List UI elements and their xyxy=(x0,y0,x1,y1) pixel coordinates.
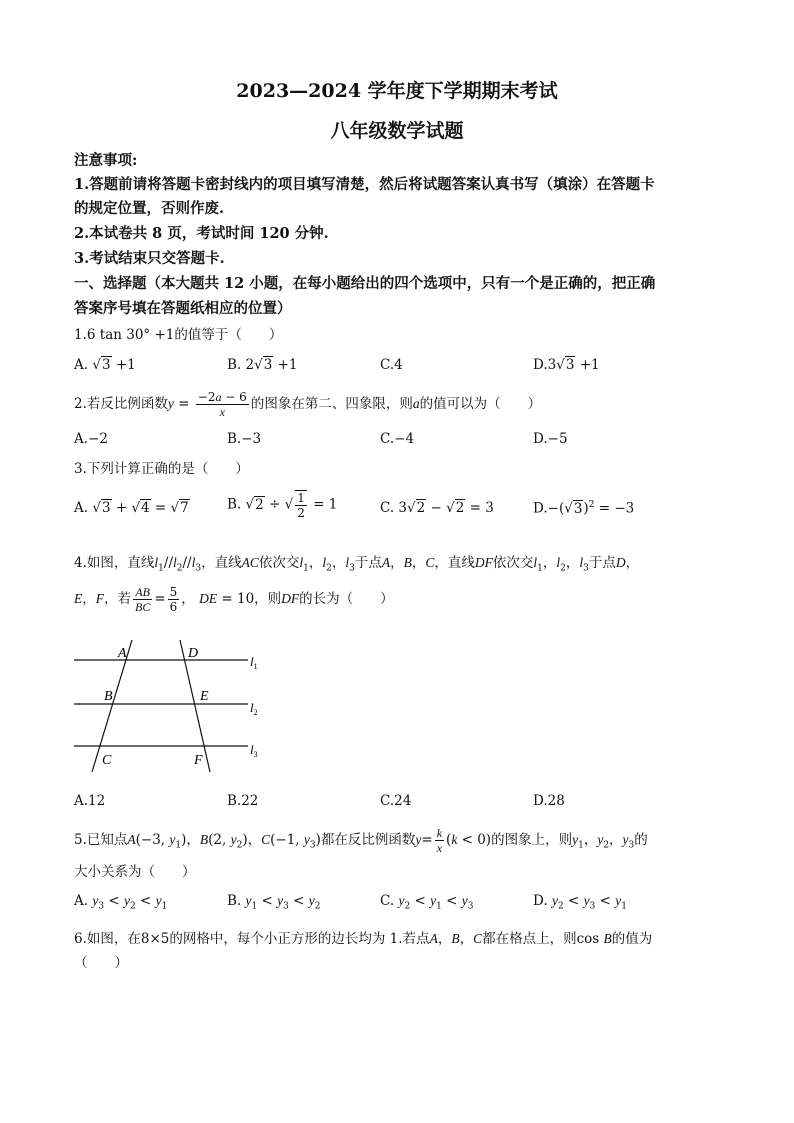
line-label-l1: $l_1$ xyxy=(250,654,258,671)
line-label-l2: $l_2$ xyxy=(250,700,258,717)
question-4-option-c[interactable]: C.24 xyxy=(380,793,412,809)
note-item-1-line-2: 的规定位置，否则作废. xyxy=(74,200,225,217)
point-label-b: B xyxy=(104,689,113,704)
point-label-e: E xyxy=(200,689,209,704)
question-4-option-d[interactable]: D.28 xyxy=(533,793,565,809)
question-4-line-2: E，F，若 $\frac{AB}{BC}$ = $\frac{5}{6}$ ， DE = 10，则DF的长为（ ） xyxy=(74,585,394,614)
point-label-d: D xyxy=(188,646,199,661)
question-2-stem: 2.若反比例函数y = $\frac{-2a - 6}{x}$ 的图象在第二、四象限，则a的值可以为（ ） xyxy=(74,390,542,419)
question-4-line-1: 4.如图，直线$l_1//l_2//l_3$，直线AC依次交$l_1$，$l_2$，$l_3$于点A，B，C，直线DF依次交$l_1$，$l_2$，$l_3$于点D， xyxy=(74,555,640,574)
question-5-option-d[interactable]: D. $y_2 < y_3 < y_1$ xyxy=(533,893,627,912)
question-2-option-c[interactable]: C.−4 xyxy=(380,431,415,447)
note-item-1-line-1: 1.答题前请将答题卡密封线内的项目填写清楚，然后将试题答案认真书写（填涂）在答题卡 xyxy=(74,176,655,193)
note-item-2: 2.本试卷共 8 页，考试时间 120 分钟. xyxy=(74,225,329,242)
section-1-line-1: 一、选择题（本大题共 12 小题，在每小题给出的四个选项中，只有一个是正确的，把正确 xyxy=(74,275,656,292)
exam-title: 2023—2024 学年度下学期期末考试 xyxy=(236,80,558,102)
question-4-option-b[interactable]: B.22 xyxy=(227,793,259,809)
question-3-option-a[interactable]: A. √3 + √4 = √7 xyxy=(74,500,189,516)
line-label-l3: $l_3$ xyxy=(250,742,258,759)
question-3-option-b[interactable]: B. √2 ÷ √ $\frac{1}{2}$ = 1 xyxy=(227,491,338,520)
question-1-option-a[interactable]: A. √3 +1 xyxy=(74,357,136,373)
question-1-option-d[interactable]: D.3√3 +1 xyxy=(533,357,600,373)
section-1-line-2: 答案序号填在答题纸相应的位置） xyxy=(74,300,292,317)
point-label-c: C xyxy=(102,753,112,768)
question-3-stem: 3.下列计算正确的是（ ） xyxy=(74,461,249,477)
question-5-option-b[interactable]: B. $y_1 < y_3 < y_2$ xyxy=(227,893,321,912)
question-1-option-b[interactable]: B. 2√3 +1 xyxy=(227,357,298,373)
question-6-line-1: 6.如图，在8×5的网格中，每个小正方形的边长均为 1.若点A，B，C都在格点上，则cos B的值为 xyxy=(74,931,653,947)
question-3-option-d[interactable]: $D.-(√3)^2 = -3$ xyxy=(533,500,635,517)
question-5-line-2: 大小关系为（ ） xyxy=(74,864,196,880)
parallel-lines-figure xyxy=(70,636,270,776)
note-item-3: 3.考试结束只交答题卡. xyxy=(74,250,225,267)
question-2-option-d[interactable]: D.−5 xyxy=(533,431,568,447)
question-2-option-a[interactable]: A.−2 xyxy=(74,431,108,447)
question-2-option-b[interactable]: B.−3 xyxy=(227,431,262,447)
question-5-option-c[interactable]: C. $y_2 < y_1 < y_3$ xyxy=(380,893,474,912)
question-1-option-c[interactable]: C.4 xyxy=(380,357,403,373)
question-1-stem: 1.6 tan 30° +1的值等于（ ） xyxy=(74,327,283,343)
point-label-f: F xyxy=(194,753,203,768)
question-3-option-c[interactable]: C. 3√2 − √2 = 3 xyxy=(380,500,494,516)
question-5-line-1: 5.已知点A(−3, $y_1$)，B(2, $y_2$)，C(−1, $y_3$)都在反比例函数y= $\frac{k}{x}$ (k < 0)的图象上，则$y_1$，$y_2$，$y_3$的 xyxy=(74,826,648,855)
exam-subtitle: 八年级数学试题 xyxy=(330,120,464,142)
notes-heading: 注意事项: xyxy=(74,152,138,169)
question-5-option-a[interactable]: A. $y_3 < y_2 < y_1$ xyxy=(74,893,168,912)
question-4-option-a[interactable]: A.12 xyxy=(74,793,106,809)
question-6-line-2: （ ） xyxy=(74,955,128,971)
point-label-a: A xyxy=(118,646,127,661)
